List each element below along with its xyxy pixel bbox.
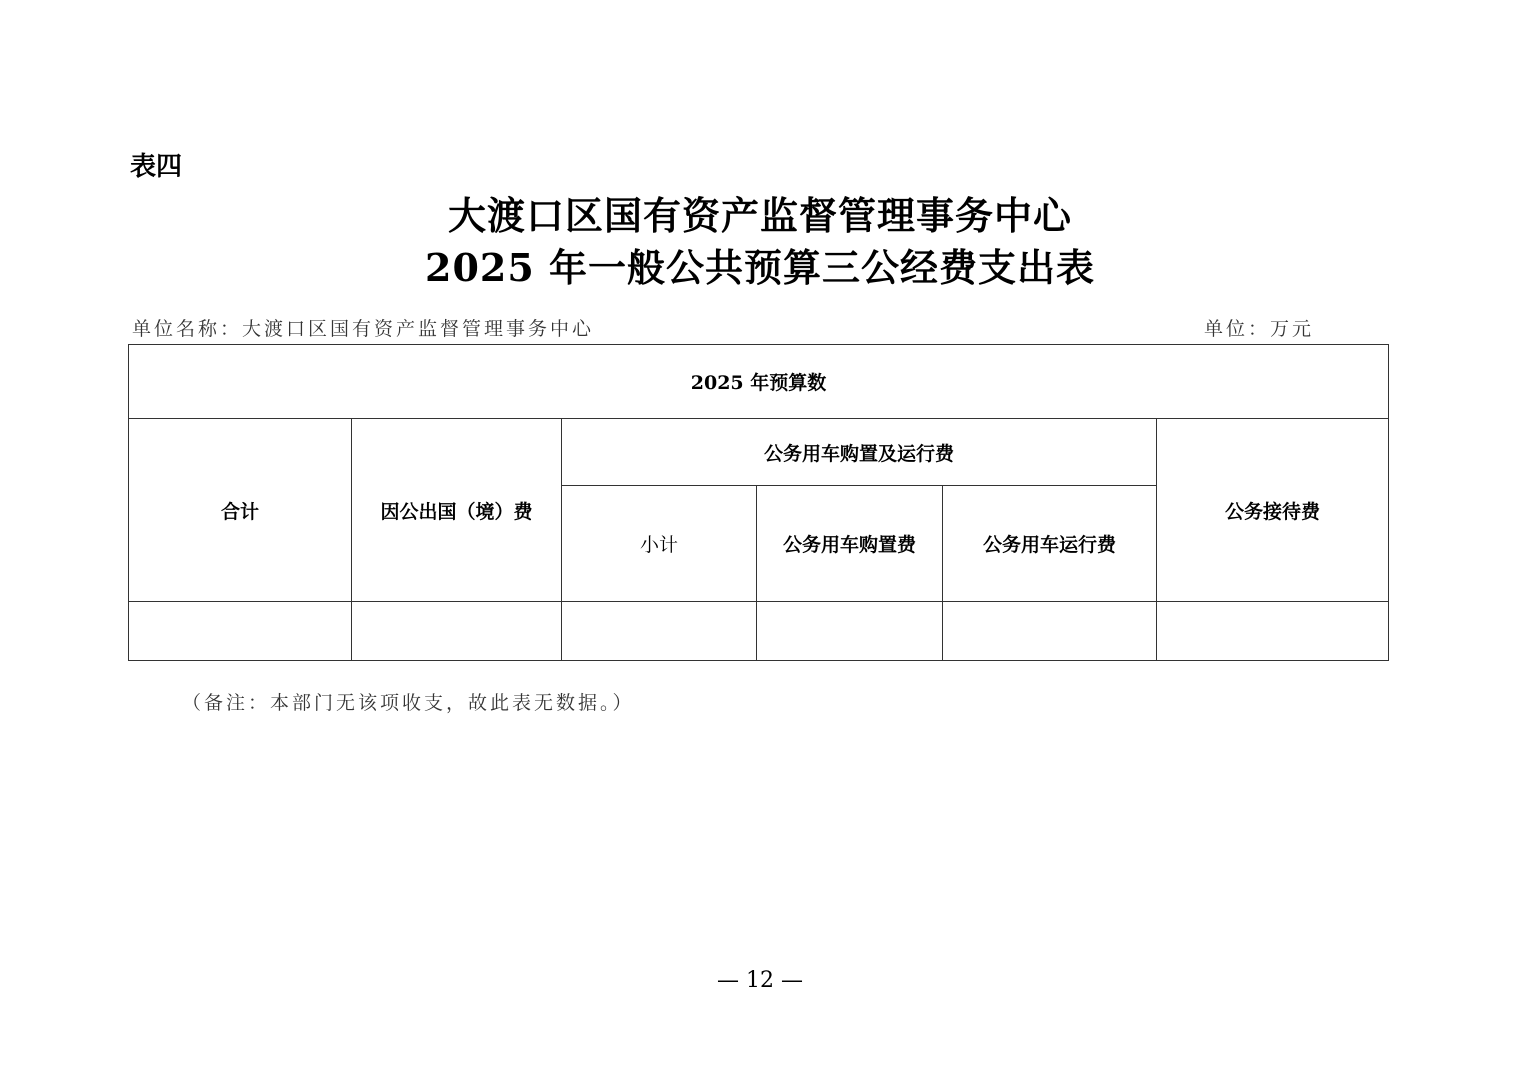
header-abroad: 因公出国（境）费 <box>352 419 562 602</box>
header-vehicle-group: 公务用车购置及运行费 <box>562 419 1157 486</box>
page-number: — 12 — <box>717 968 803 993</box>
table-note: （备注：本部门无该项收支，故此表无数据。） <box>182 692 635 714</box>
header-budget-year: 2025 年预算数 <box>129 345 1389 419</box>
header-vehicle-subtotal: 小计 <box>562 486 757 602</box>
cell-vehicle-subtotal <box>562 602 757 661</box>
header-total: 合计 <box>129 419 352 602</box>
unit-name: 单位名称：大渡口区国有资产监督管理事务中心 <box>132 318 595 340</box>
header-reception: 公务接待费 <box>1157 419 1389 602</box>
header-vehicle-purchase: 公务用车购置费 <box>757 486 943 602</box>
page-title-line2: 2025 年一般公共预算三公经费支出表 <box>425 245 1095 290</box>
cell-vehicle-operation <box>943 602 1157 661</box>
cell-total <box>129 602 352 661</box>
table-label: 表四 <box>130 152 183 182</box>
page-title-line1: 大渡口区国有资产监督管理事务中心 <box>447 193 1072 238</box>
table-row <box>129 602 1389 661</box>
cell-abroad <box>352 602 562 661</box>
header-vehicle-operation: 公务用车运行费 <box>943 486 1157 602</box>
budget-table <box>128 344 1389 661</box>
cell-reception <box>1157 602 1389 661</box>
unit-of-measure: 单位：万元 <box>1204 318 1315 340</box>
cell-vehicle-purchase <box>757 602 943 661</box>
